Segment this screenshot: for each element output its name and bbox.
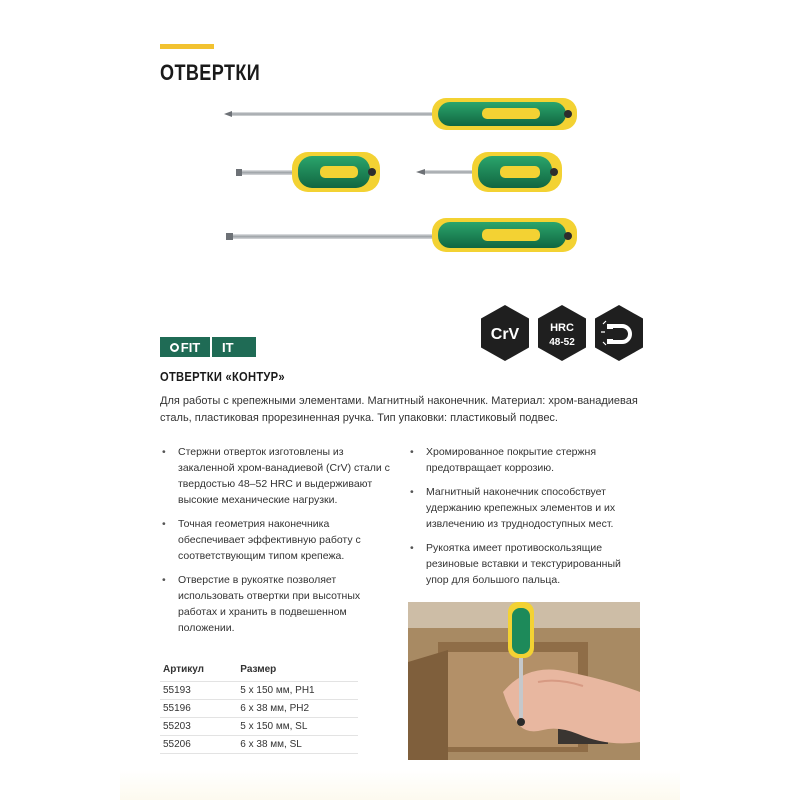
size-cell: 5 х 150 мм, SL bbox=[228, 718, 358, 736]
table-row bbox=[160, 700, 358, 718]
crv-label: CrV bbox=[490, 326, 520, 343]
features-right bbox=[408, 444, 643, 596]
hrc-icon bbox=[538, 305, 586, 361]
article-cell: 55196 bbox=[160, 700, 228, 718]
article-cell: 55203 bbox=[160, 718, 228, 736]
article-cell: 55206 bbox=[160, 736, 228, 754]
page-title: ОТВЕРТКИ bbox=[160, 60, 261, 85]
spec-table bbox=[160, 662, 358, 754]
table-row bbox=[160, 718, 358, 736]
feature-item: • Стержни отверток изготовлены из закаленной хром-ванадиевой (CrV) стали с твердостью 48–52 HRC и выдерживают высокие механические нагрузки. bbox=[160, 444, 395, 508]
usage-photo bbox=[408, 602, 640, 760]
brand-fit bbox=[160, 337, 210, 357]
feature-item: • Точная геометрия наконечника обеспечивает эффективную работу с соответствующим типом крепежа. bbox=[160, 516, 395, 564]
brand-mark-icon bbox=[170, 343, 179, 352]
magnet-icon bbox=[595, 305, 643, 361]
brand-logo bbox=[160, 337, 256, 357]
screwdriver-ph-short bbox=[416, 152, 562, 192]
feature-item: • Рукоятка имеет противоскользящие резиновые вставки и текстурированный упор для большого пальца. bbox=[408, 540, 643, 588]
screwdriver-sl-long bbox=[226, 218, 577, 252]
screwdrivers-image bbox=[220, 90, 600, 260]
table-row bbox=[160, 736, 358, 754]
column-header-article: Артикул bbox=[160, 662, 228, 682]
article-cell: 55193 bbox=[160, 682, 228, 700]
brand-it: IT bbox=[212, 337, 256, 357]
feature-item: • Отверстие в рукоятке позволяет использовать отвертки при высотных работах и хранить в подвешенном положении. bbox=[160, 572, 395, 636]
feature-item: • Магнитный наконечник способствует удержанию крепежных элементов и их извлечению из труднодоступных мест. bbox=[408, 484, 643, 532]
hrc-value: 48-52 bbox=[549, 337, 575, 348]
feature-badges bbox=[478, 304, 646, 362]
screwdriver-sl-short bbox=[236, 152, 380, 192]
size-cell: 6 х 38 мм, SL bbox=[228, 736, 358, 754]
accent-bar bbox=[160, 44, 214, 49]
column-header-size: Размер bbox=[228, 662, 358, 682]
product-description: Для работы с крепежными элементами. Магнитный наконечник. Материал: хром-ванадиевая сталь, пластиковая прорезиненная ручка. Тип упаковки: пластиковый подвес. bbox=[160, 395, 638, 424]
feature-item: • Хромированное покрытие стержня предотвращает коррозию. bbox=[408, 444, 643, 476]
product-title: ОТВЕРТКИ «КОНТУР» bbox=[160, 369, 285, 384]
table-header-row bbox=[160, 662, 358, 682]
crv-icon bbox=[481, 305, 529, 361]
hrc-label: HRC bbox=[550, 322, 574, 334]
screwdriver-ph-long bbox=[224, 98, 577, 130]
table-row bbox=[160, 682, 358, 700]
brand-fit-text: FIT bbox=[180, 339, 201, 355]
features-left bbox=[160, 444, 395, 644]
size-cell: 6 х 38 мм, PH2 bbox=[228, 700, 358, 718]
size-cell: 5 х 150 мм, PH1 bbox=[228, 682, 358, 700]
bottom-fade bbox=[120, 770, 680, 800]
